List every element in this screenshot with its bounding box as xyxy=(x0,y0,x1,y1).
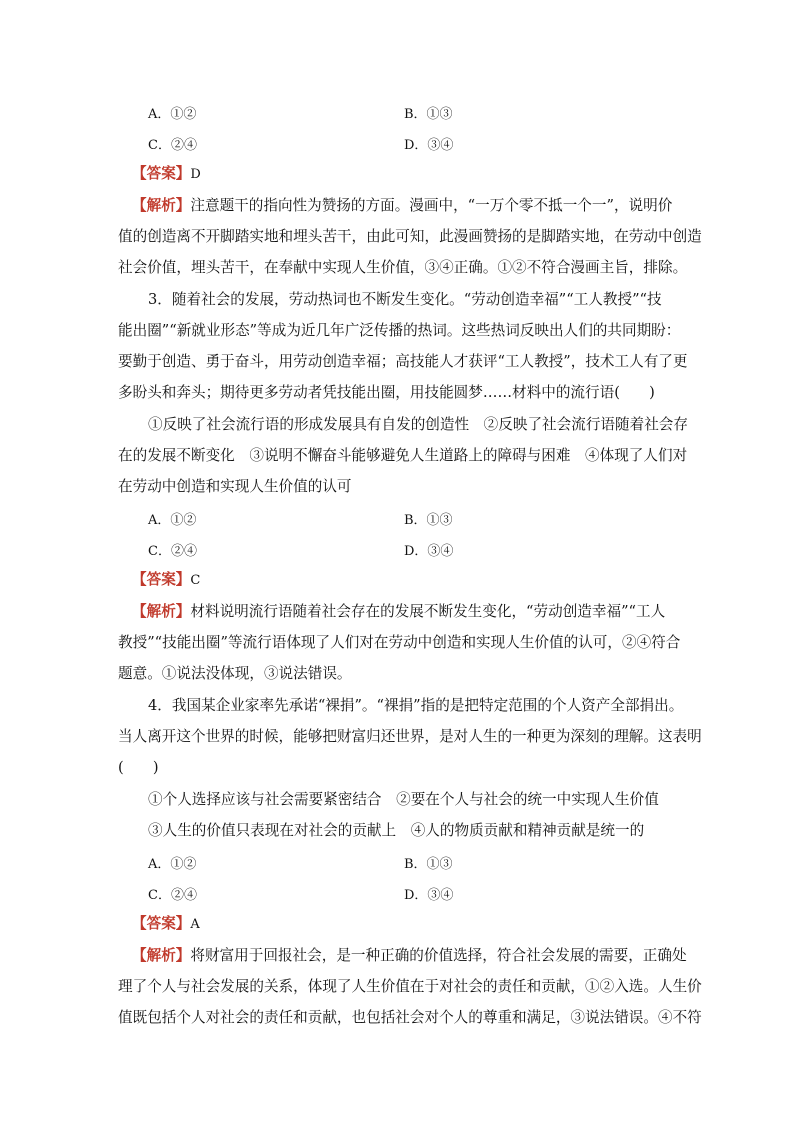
statement-line: 在的发展不断变化 ③说明不懈奋斗能够避免人生道路上的障碍与困难 ④体现了人们对 xyxy=(118,447,688,464)
statement-line: 在劳动中创造和实现人生价值的认可 xyxy=(118,478,352,495)
analysis-line xyxy=(132,946,698,966)
question-stem: 多盼头和奔头；期待更多劳动者凭技能出圈，用技能圆梦……材料中的流行语( ) xyxy=(118,384,655,401)
analysis-text: 材料说明流行语随着社会存在的发展不断发生变化，“劳动创造幸福”“工人 xyxy=(190,603,666,620)
option-b: B．①③ xyxy=(404,107,453,122)
question-stem: 要勤于创造、勇于奋斗，用劳动创造幸福；高技能人才获评“工人教授”，技术工人有了更 xyxy=(118,353,688,370)
option-b: B．①③ xyxy=(404,513,453,528)
option-c: C．②④ xyxy=(148,544,197,559)
answer-tag: 【答案】 xyxy=(132,915,191,932)
option-a: A．①② xyxy=(148,513,197,528)
statement-line: ①个人选择应该与社会需要紧密结合 ②要在个人与社会的统一中实现人生价值 xyxy=(148,791,659,808)
option-b: B．①③ xyxy=(404,857,453,872)
question-stem: ( ) xyxy=(118,759,159,776)
option-a: A．①② xyxy=(148,857,197,872)
analysis-text: 教授”“技能出圈”等流行语体现了人们对在劳动中创造和实现人生价值的认可，②④符合 xyxy=(118,634,681,651)
statement-line: ③人生的价值只表现在对社会的贡献上 ④人的物质贡献和精神贡献是统一的 xyxy=(148,822,645,839)
analysis-text: 将财富用于回报社会，是一种正确的价值选择，符合社会发展的需要，正确处 xyxy=(190,947,687,964)
question-stem: 4．我国某企业家率先承诺“裸捐”。“裸捐”指的是把特定范围的个人资产全部捐出。 xyxy=(148,697,684,714)
analysis-text: 注意题干的指向性为赞扬的方面。漫画中，“一万个零不抵一个一”，说明价 xyxy=(190,197,673,214)
answer-line xyxy=(132,914,698,935)
answer-tag: 【答案】 xyxy=(132,571,191,588)
analysis-tag: 【解析】 xyxy=(132,603,191,620)
analysis-line xyxy=(132,602,698,622)
options-row xyxy=(148,103,668,123)
answer-line xyxy=(132,164,698,185)
option-c: C．②④ xyxy=(148,138,197,153)
options-row xyxy=(148,853,668,873)
answer-line xyxy=(132,570,698,591)
analysis-tag: 【解析】 xyxy=(132,947,191,964)
analysis-text: 社会价值，埋头苦干，在奉献中实现人生价值，③④正确。①②不符合漫画主旨，排除。 xyxy=(118,259,688,276)
question-stem: 能出圈”“新就业形态”等成为近几年广泛传播的热词。这些热词反映出人们的共同期盼： xyxy=(118,322,681,339)
option-d: D．③④ xyxy=(404,138,454,153)
option-c: C．②④ xyxy=(148,888,197,903)
analysis-line xyxy=(132,196,698,216)
question-stem: 当人离开这个世界的时候，能够把财富归还世界，是对人生的一种更为深刻的理解。这表明 xyxy=(118,728,702,745)
answer-tag: 【答案】 xyxy=(132,165,191,182)
options-row xyxy=(148,134,668,154)
options-row xyxy=(148,540,668,560)
statement-line: ①反映了社会流行语的形成发展具有自发的创造性 ②反映了社会流行语随着社会存 xyxy=(148,416,688,433)
question-stem: 3．随着社会的发展，劳动热词也不断发生变化。“劳动创造幸福”“工人教授”“技 xyxy=(148,291,662,308)
option-d: D．③④ xyxy=(404,888,454,903)
analysis-tag: 【解析】 xyxy=(132,197,191,214)
analysis-text: 题意。①说法没体现，③说法错误。 xyxy=(118,665,352,682)
analysis-text: 值既包括个人对社会的责任和贡献，也包括社会对个人的尊重和满足，③说法错误。④不符 xyxy=(118,1009,702,1026)
answer-value: A xyxy=(190,917,200,932)
answer-value: C xyxy=(190,573,201,588)
option-a: A．①② xyxy=(148,107,197,122)
analysis-text: 值的创造离不开脚踏实地和埋头苦干，由此可知，此漫画赞扬的是脚踏实地，在劳动中创造 xyxy=(118,228,702,245)
options-row xyxy=(148,884,668,904)
options-row xyxy=(148,509,668,529)
answer-value: D xyxy=(190,167,201,182)
option-d: D．③④ xyxy=(404,544,454,559)
analysis-text: 理了个人与社会发展的关系，体现了人生价值在于对社会的责任和贡献，①②入选。人生价 xyxy=(118,978,702,995)
